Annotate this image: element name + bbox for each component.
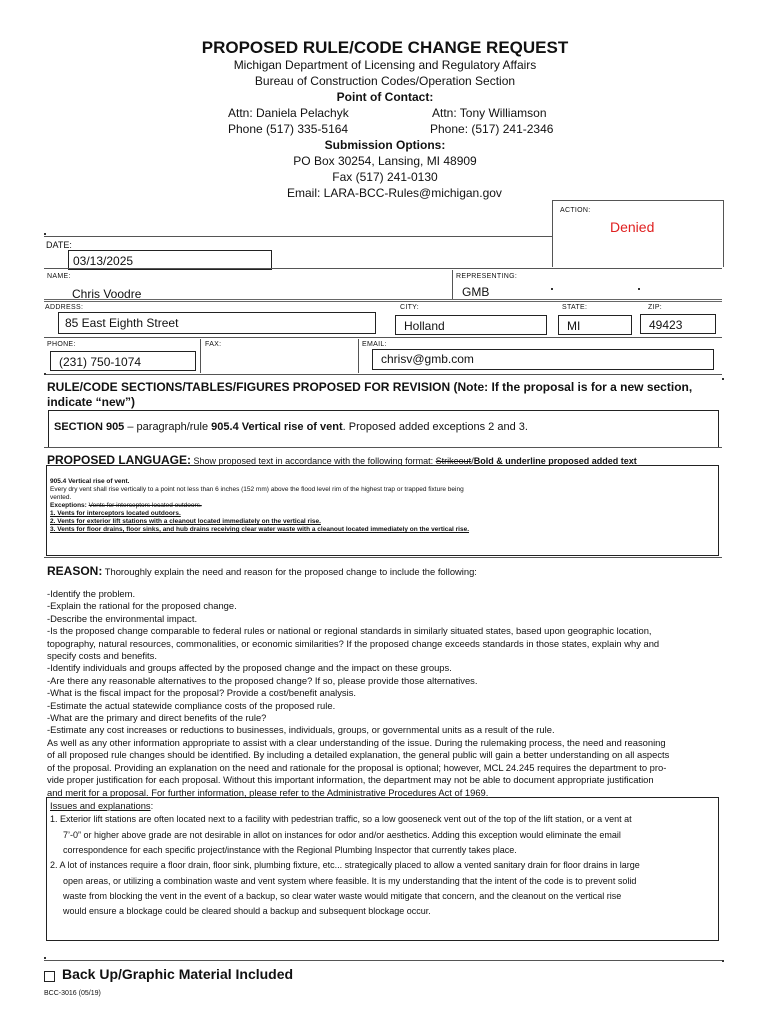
language-top-rule [44, 447, 722, 448]
date-field[interactable]: 03/13/2025 [68, 250, 272, 270]
reason-top-rule [44, 557, 722, 558]
representing-divider [452, 270, 453, 300]
section-mid: – paragraph/rule [124, 421, 212, 433]
section-number: SECTION 905 [54, 421, 125, 433]
email-field[interactable]: chrisv@gmb.com [372, 349, 714, 370]
reason-line: -Estimate the actual statewide compliance costs of the proposed rule. [47, 699, 336, 711]
backup-label: Back Up/Graphic Material Included [62, 966, 294, 982]
issue-line: 7’-0” or higher above grade are not desirable in allot on instances for odor and/or aesthetics. Adding this exception would eliminate the email [63, 830, 621, 840]
language-line-body: Every dry vent shall rise vertically to a point not less than 6 inches (152 mm) above the flood level rim of the highest trap or trapped fixture being [50, 486, 464, 493]
attn-1: Attn: Daniela Pelachyk [228, 106, 349, 120]
phone-field[interactable]: (231) 750-1074 [50, 351, 196, 371]
action-value: Denied [610, 219, 655, 235]
issue-line: would ensure a blockage could be cleared should a backup and subsequent blockage occur. [63, 906, 431, 916]
reason-line: -Identify individuals and groups affected by the proposed change and the impact on these groups. [47, 662, 452, 674]
reason-line: As well as any other information appropriate to assist with a clear understanding of the issue. During the rulemaking process, the need and reasoning [47, 736, 666, 748]
submission-email: Email: LARA-BCC-Rules@michigan.gov [287, 186, 502, 200]
email-label: EMAIL: [362, 341, 387, 348]
reason-heading-row [47, 562, 477, 580]
city-label: CITY: [400, 304, 420, 311]
format-slash: / [471, 456, 474, 466]
reason-line: of all proposed rule changes should be identified. By including a detailed explanation, the general public will gain a better understanding on all aspects [47, 749, 670, 761]
issues-colon: : [150, 800, 154, 811]
attn-2: Attn: Tony Williamson [432, 106, 547, 120]
representing-field[interactable]: GMB [462, 285, 490, 299]
phone-1: Phone (517) 335-5164 [228, 122, 349, 136]
state-label: STATE: [562, 304, 588, 311]
phone-top-rule [44, 337, 722, 338]
city-field[interactable]: Holland [395, 315, 547, 335]
strikeout-example: Strikeout [435, 456, 472, 466]
address-top-rule [44, 299, 722, 302]
issues-heading-row [50, 800, 153, 811]
submission-options-label: Submission Options: [324, 138, 446, 152]
issue-line: waste from blocking the vent in the event of a backup, so clear water waste would mitigate that concern, and the cleanout on the vertical rise [63, 891, 622, 901]
date-label: DATE: [46, 240, 72, 250]
point-of-contact-label: Point of Contact: [336, 90, 434, 104]
exceptions-struck: Vents for interceptors located outdoors. [88, 502, 202, 509]
language-line-vented: vented. [50, 494, 72, 501]
issue-line: correspondence for each specific project/instance with the Regional Plumbing Inspector that currently takes place. [63, 845, 517, 855]
section-rule: 905.4 Vertical rise of vent [211, 421, 343, 433]
sections-text [54, 421, 528, 433]
scan-dot [722, 378, 724, 380]
phone-bottom-rule [44, 374, 722, 375]
exceptions-label: Exceptions: [50, 502, 87, 509]
name-label: NAME: [47, 273, 71, 280]
department-name: Michigan Department of Licensing and Regulatory Affairs [233, 58, 537, 72]
reason-line: specify costs and benefits. [47, 650, 157, 662]
issue-line: open areas, or utilizing a combination waste and vent system where feasible. It is my understanding that the intent of the code is to prevent solid [63, 876, 637, 886]
reason-line: and merit for a proposal. For further information, please refer to the Administrative Procedures Act of 1969. [47, 786, 489, 798]
language-instructions: Show proposed text in accordance with the following format: [191, 456, 436, 466]
reason-line: -Explain the rational for the proposed change. [47, 600, 237, 612]
name-top-rule [44, 268, 722, 269]
bold-underline-example: Bold & underline proposed added text [473, 456, 637, 466]
reason-line: topography, natural resources, commonalities, or economic similarities? If the proposed change exceeds standards in those states, explain why and [47, 637, 660, 649]
exception-item-1: 1. Vents for interceptors located outdoors. [50, 510, 181, 517]
backup-checkbox[interactable] [44, 971, 55, 982]
scan-dot [551, 288, 553, 290]
reason-line: -Describe the environmental impact. [47, 612, 198, 624]
address-field[interactable]: 85 East Eighth Street [58, 312, 376, 334]
language-heading: PROPOSED LANGUAGE: [47, 453, 192, 467]
language-exceptions [50, 502, 202, 510]
date-top-rule [44, 236, 552, 237]
form-number: BCC-3016 (05/19) [44, 990, 101, 997]
sections-heading: RULE/CODE SECTIONS/TABLES/FIGURES PROPOSED FOR REVISION (Note: If the proposal is for a new section, indicate “new”) [47, 380, 693, 409]
action-label: ACTION: [560, 207, 591, 214]
name-field[interactable]: Chris Voodre [72, 287, 142, 301]
fax-label: FAX: [205, 341, 222, 348]
scan-dot [44, 233, 46, 235]
reason-line: vide proper justification for each proposal. Without this important information, the department may not be able to document appropriate justification [47, 774, 654, 786]
reason-line: -Estimate any cost increases or reductions to businesses, individuals, groups, or governmental units as a result of the rule. [47, 724, 555, 736]
reason-line: -What is the fiscal impact for the proposal? Provide a cost/benefit analysis. [47, 687, 356, 699]
section-tail: . Proposed added exceptions 2 and 3. [342, 421, 528, 433]
fax-divider [200, 339, 201, 373]
fax-number: Fax (517) 241-0130 [332, 170, 438, 184]
email-divider [358, 339, 359, 373]
issue-line: 1. Exterior lift stations are often located next to a facility with pedestrian traffic, so a low gooseneck vent out of the top of the lift station, or a vent at [50, 814, 632, 824]
scan-dot [638, 288, 640, 290]
reason-line: of the proposal. Providing an explanation on the need and rationale for the proposal is optional; however, MCL 24.245 requires the department to pro- [47, 761, 667, 773]
address-label: ADDRESS: [45, 304, 84, 311]
issue-line: 2. A lot of instances require a floor drain, floor sink, plumbing fixture, etc... strategically placed to allow a vented sanitary drain for floor drains in large [50, 860, 640, 870]
form-title: PROPOSED RULE/CODE CHANGE REQUEST [201, 38, 569, 57]
language-line-title: 905.4 Vertical rise of vent. [50, 478, 130, 485]
exception-item-2: 2. Vents for exterior lift stations with a cleanout located immediately on the vertical rise. [50, 518, 321, 525]
zip-label: ZIP: [648, 304, 663, 311]
footer-top-rule [44, 960, 722, 961]
reason-line: -Is the proposed change comparable to federal rules or national or regional standards in similarly situated states, based upon geographic location, [47, 625, 652, 637]
zip-field[interactable]: 49423 [640, 314, 716, 334]
exception-item-3: 3. Vents for floor drains, floor sinks, and hub drains receiving clear water waste with a cleanout located immediately on the vertical rise. [50, 526, 470, 533]
scan-dot [44, 957, 46, 959]
scan-dot [44, 373, 46, 375]
reason-line: -Are there any reasonable alternatives to the proposed change? If so, please provide those alternatives. [47, 674, 478, 686]
po-box: PO Box 30254, Lansing, MI 48909 [293, 154, 477, 168]
phone-2: Phone: (517) 241-2346 [430, 122, 554, 136]
issues-heading: Issues and explanations [50, 800, 151, 811]
reason-list [47, 588, 727, 799]
bureau-name: Bureau of Construction Codes/Operation Section [254, 74, 516, 88]
reason-intro: Thoroughly explain the need and reason for the proposed change to include the following: [102, 566, 477, 577]
phone-label: PHONE: [47, 341, 76, 348]
representing-label: REPRESENTING: [456, 273, 518, 280]
reason-line: -What are the primary and direct benefits of the rule? [47, 712, 267, 724]
reason-line: -Identify the problem. [47, 588, 136, 599]
reason-heading: REASON: [47, 564, 103, 578]
state-field[interactable]: MI [558, 315, 632, 335]
scan-dot [722, 960, 724, 962]
